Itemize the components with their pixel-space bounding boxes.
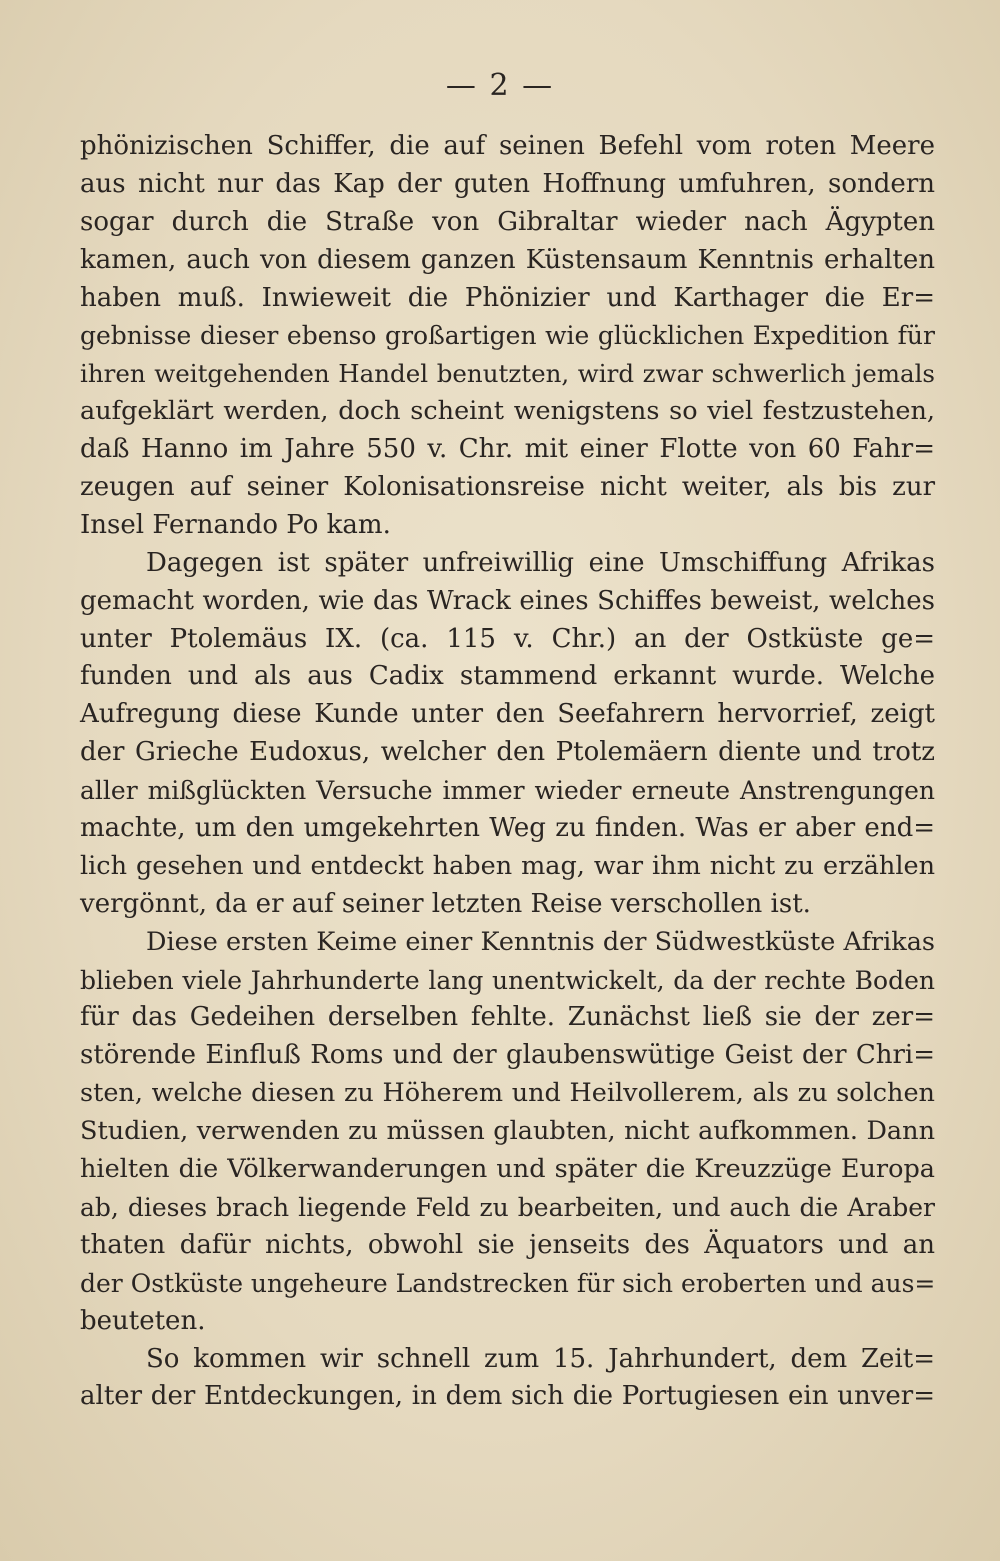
text-line: aller mißglückten Versuche immer wieder erneute Anstrengungen: [80, 776, 935, 806]
text-line: Studien, verwenden zu müssen glaubten, nicht aufkommen. Dann: [80, 1116, 935, 1147]
text-line: ab, dieses brach liegende Feld zu bearbeiten, und auch die Araber: [80, 1192, 935, 1222]
paragraph-4: [80, 1341, 935, 1417]
text-line: kamen, auch von diesem ganzen Küstensaum Kenntnis erhalten: [80, 244, 935, 275]
text-line: unter Ptolemäus IX. (ca. 115 v. Chr.) an der Ostküste ge=: [80, 623, 935, 654]
page-number: — 2 —: [445, 68, 555, 103]
text-line: sten, welche diesen zu Höherem und Heilvollerem, als zu solchen: [80, 1078, 935, 1109]
text-line: thaten dafür nichts, obwohl sie jenseits des Äquators und an: [80, 1229, 935, 1260]
text-line: ihren weitgehenden Handel benutzten, wird zwar schwerlich jemals: [80, 359, 935, 389]
text-line: alter der Entdeckungen, in dem sich die Portugiesen ein unver=: [80, 1381, 935, 1412]
text-line: phönizischen Schiffer, die auf seinen Befehl vom roten Meere: [80, 131, 935, 161]
text-line: aufgeklärt werden, doch scheint wenigstens so viel festzustehen,: [80, 396, 935, 427]
text-line: hielten die Völkerwanderungen und später die Kreuzzüge Europa: [80, 1154, 935, 1185]
text-line: Aufregung diese Kunde unter den Seefahrern hervorrief, zeigt: [80, 699, 935, 730]
text-line: gemacht worden, wie das Wrack eines Schiffes beweist, welches: [80, 585, 935, 616]
text-line: der Ostküste ungeheure Landstrecken für sich eroberten und aus=: [80, 1268, 936, 1298]
text-line: störende Einfluß Roms und der glaubenswütige Geist der Chri=: [80, 1040, 935, 1071]
text-line: machte, um den umgekehrten Weg zu finden. Was er aber end=: [80, 813, 935, 844]
paragraph-3: [80, 924, 935, 1341]
text-line: für das Gedeihen derselben fehlte. Zunächst ließ sie der zer=: [80, 1002, 935, 1033]
text-line: Diese ersten Keime einer Kenntnis der Südwestküste Afrikas: [146, 926, 935, 957]
text-line: daß Hanno im Jahre 550 v. Chr. mit einer Flotte von 60 Fahr=: [80, 434, 935, 465]
body-text: [80, 128, 935, 1416]
text-line: vergönnt, da er auf seiner letzten Reise verschollen ist.: [80, 888, 811, 919]
text-line: Dagegen ist später unfreiwillig eine Umschiffung Afrikas: [146, 547, 935, 578]
text-line: aus nicht nur das Kap der guten Hoffnung umfuhren, sondern: [80, 168, 935, 199]
paragraph-1: [80, 128, 935, 545]
text-line: der Grieche Eudoxus, welcher den Ptolemäern diente und trotz: [80, 737, 935, 768]
text-line: So kommen wir schnell zum 15. Jahrhundert, dem Zeit=: [146, 1343, 935, 1374]
text-line: blieben viele Jahrhunderte lang unentwickelt, da der rechte Boden: [80, 965, 935, 995]
text-line: haben muß. Inwieweit die Phönizier und Karthager die Er=: [80, 282, 935, 313]
text-line: lich gesehen und entdeckt haben mag, war ihm nicht zu erzählen: [80, 850, 935, 881]
text-line: gebnisse dieser ebenso großartigen wie glücklichen Expedition für: [80, 321, 935, 351]
text-line: zeugen auf seiner Kolonisationsreise nicht weiter, als bis zur: [80, 472, 935, 503]
paragraph-2: [80, 545, 935, 924]
text-line: funden und als aus Cadix stammend erkannt wurde. Welche: [80, 661, 935, 692]
text-line: beuteten.: [80, 1305, 206, 1336]
text-line: sogar durch die Straße von Gibraltar wieder nach Ägypten: [80, 206, 935, 237]
text-line: Insel Fernando Po kam.: [80, 509, 391, 540]
